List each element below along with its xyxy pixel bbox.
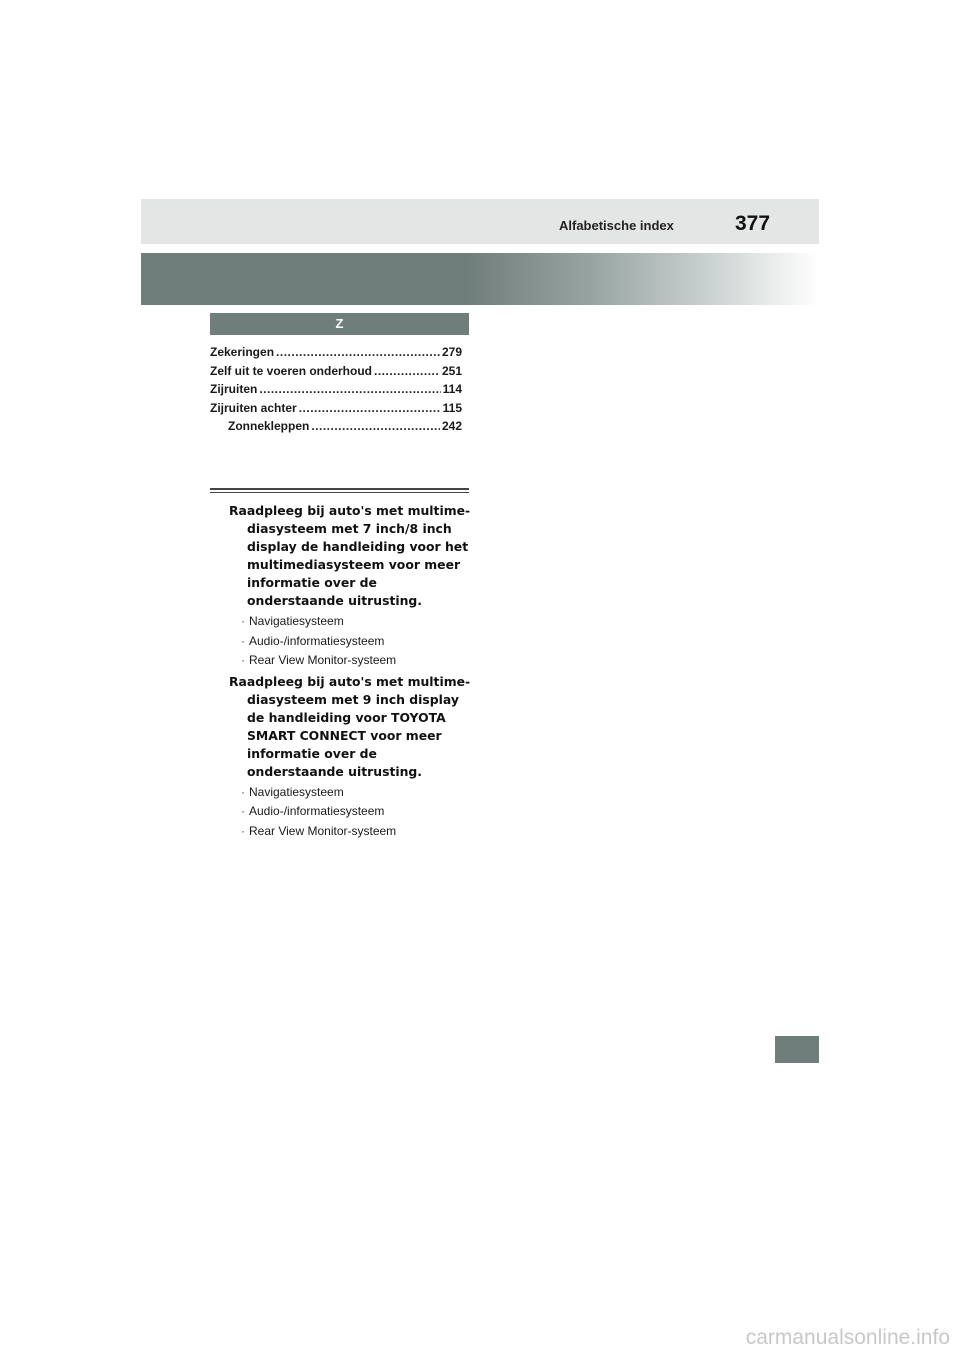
leader-dots bbox=[374, 362, 440, 381]
index-entry-page: 115 bbox=[442, 400, 462, 415]
leader-dots bbox=[299, 399, 441, 418]
note-heading: Raadpleeg bij auto's met multime-diasysteem met 9 inch display de handleiding voor TOYOTA SMART CONNECT voor meer informatie over de onderstaande uitrusting. bbox=[229, 673, 471, 779]
list-item bbox=[241, 783, 474, 803]
leader-dots bbox=[276, 343, 440, 362]
list-item bbox=[241, 612, 474, 632]
decorative-gradient-band bbox=[141, 253, 819, 305]
index-entry-page: 114 bbox=[442, 382, 462, 396]
list-item-text: Rear View Monitor-systeem bbox=[249, 823, 397, 838]
header-band bbox=[141, 199, 819, 244]
list-item-text: Audio-/informatiesysteem bbox=[249, 633, 385, 648]
list-item bbox=[241, 822, 474, 842]
index-list bbox=[210, 343, 462, 436]
index-entry-label: Zijruiten bbox=[210, 382, 258, 396]
notes-section bbox=[229, 502, 474, 843]
bullet-icon: · bbox=[241, 653, 245, 667]
index-entry-label: Zekeringen bbox=[210, 345, 275, 359]
bullet-icon: · bbox=[241, 633, 245, 648]
bullet-icon: · bbox=[241, 614, 245, 628]
list-item-text: Rear View Monitor-systeem bbox=[249, 653, 397, 667]
bullet-icon: · bbox=[241, 823, 245, 838]
double-rule-divider bbox=[210, 488, 469, 493]
list-item bbox=[241, 651, 474, 671]
index-entry[interactable] bbox=[210, 380, 462, 399]
list-item bbox=[241, 632, 474, 652]
leader-dots bbox=[259, 380, 440, 399]
section-tab-marker bbox=[775, 1036, 819, 1063]
index-subentry[interactable] bbox=[210, 417, 462, 436]
list-item bbox=[241, 802, 474, 822]
section-letter-bar: Z bbox=[210, 313, 469, 335]
index-entry[interactable] bbox=[210, 399, 462, 418]
index-entry-page: 279 bbox=[441, 345, 462, 359]
index-entry[interactable] bbox=[210, 343, 462, 362]
list-item-text: Audio-/informatiesysteem bbox=[249, 804, 385, 818]
page-number: 377 bbox=[735, 212, 771, 235]
index-entry-label: Zelf uit te voeren onderhoud bbox=[210, 363, 373, 378]
watermark: carmanualsonline.info bbox=[745, 1326, 950, 1349]
note-list bbox=[241, 783, 474, 842]
bullet-icon: · bbox=[241, 784, 245, 799]
note-heading: Raadpleeg bij auto's met multime-diasysteem met 7 inch/8 inch display de handleiding voor het multimediasysteem voor meer informatie over de onderstaande uitrusting. bbox=[229, 503, 471, 608]
running-header-title: Alfabetische index bbox=[559, 218, 674, 233]
list-item-text: Navigatiesysteem bbox=[249, 614, 344, 628]
index-entry-label: Zijruiten achter bbox=[210, 400, 297, 415]
leader-dots bbox=[311, 417, 440, 436]
index-entry-label: Zonnekleppen bbox=[228, 419, 310, 433]
index-entry[interactable] bbox=[210, 362, 462, 381]
list-item-text: Navigatiesysteem bbox=[249, 784, 344, 799]
bullet-icon: · bbox=[241, 804, 245, 818]
index-entry-page: 251 bbox=[441, 363, 462, 378]
index-entry-page: 242 bbox=[441, 419, 462, 433]
note-list bbox=[241, 612, 474, 671]
